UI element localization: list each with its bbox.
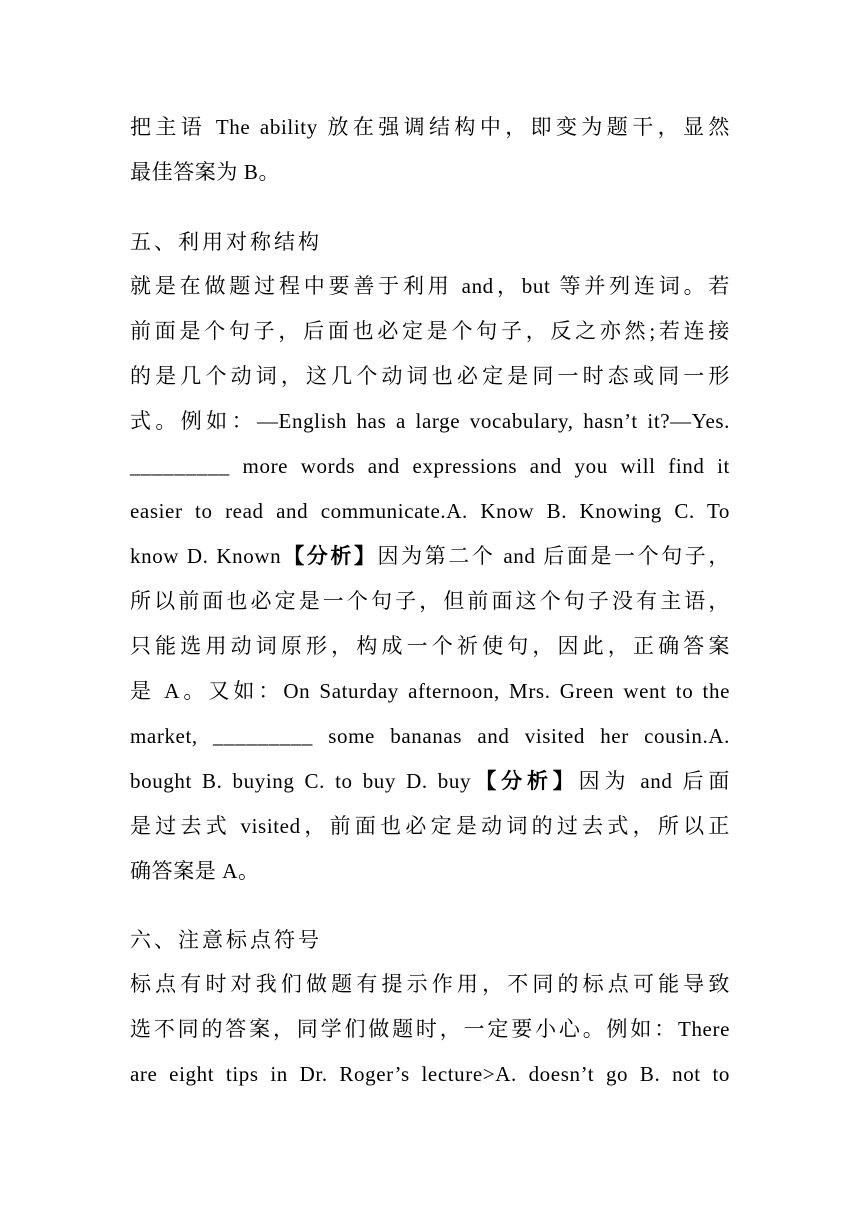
paragraph-line: 前面是个句子，后面也必定是个句子，反之亦然;若连接 xyxy=(130,319,730,343)
section-heading-5: 五、利用对称结构 xyxy=(130,230,322,254)
analysis-tag: 【分析】 xyxy=(281,544,378,568)
paragraph-line: 就是在做题过程中要善于利用 and，but 等并列连词。若 xyxy=(130,274,730,298)
paragraph-line: 是 A。又如：On Saturday afternoon, Mrs. Green went to the xyxy=(130,679,730,703)
text-span: know D. Known xyxy=(130,544,282,568)
text-span: bought B. buying C. to buy D. buy xyxy=(130,769,472,793)
paragraph-line: market, _________ some bananas and visited her cousin.A. xyxy=(130,724,730,748)
text-span: 因为 and 后面 xyxy=(578,769,730,793)
paragraph-line: 只能选用动词原形，构成一个祈使句，因此，正确答案 xyxy=(130,634,730,658)
analysis-tag: 【分析】 xyxy=(471,769,579,793)
paragraph-line: are eight tips in Dr. Roger’s lecture>A. doesn’t go B. not to xyxy=(130,1062,730,1086)
paragraph-line xyxy=(130,541,730,571)
paragraph-line: _________ more words and expressions and you will find it xyxy=(130,454,730,478)
paragraph-line: 把主语 The ability 放在强调结构中，即变为题干，显然 xyxy=(130,115,730,139)
section-heading-6: 六、注意标点符号 xyxy=(130,928,322,952)
paragraph-line: 标点有时对我们做题有提示作用，不同的标点可能导致 xyxy=(130,972,730,996)
paragraph-line: 是过去式 visited，前面也必定是动词的过去式，所以正 xyxy=(130,814,730,838)
paragraph-line: 的是几个动词，这几个动词也必定是同一时态或同一形 xyxy=(130,364,730,388)
paragraph-line: 选不同的答案，同学们做题时，一定要小心。例如：There xyxy=(130,1017,730,1041)
paragraph-line: 确答案是 A。 xyxy=(130,859,260,883)
paragraph-line: 式。例如：—English has a large vocabulary, hasn’t it?—Yes. xyxy=(130,409,730,433)
paragraph-line: 所以前面也必定是一个句子，但前面这个句子没有主语， xyxy=(130,589,730,613)
text-span: 因为第二个 and 后面是一个句子， xyxy=(377,544,730,568)
paragraph-line xyxy=(130,766,730,796)
paragraph-line: easier to read and communicate.A. Know B. Knowing C. To xyxy=(130,499,730,523)
paragraph-line: 最佳答案为 B。 xyxy=(130,160,281,184)
